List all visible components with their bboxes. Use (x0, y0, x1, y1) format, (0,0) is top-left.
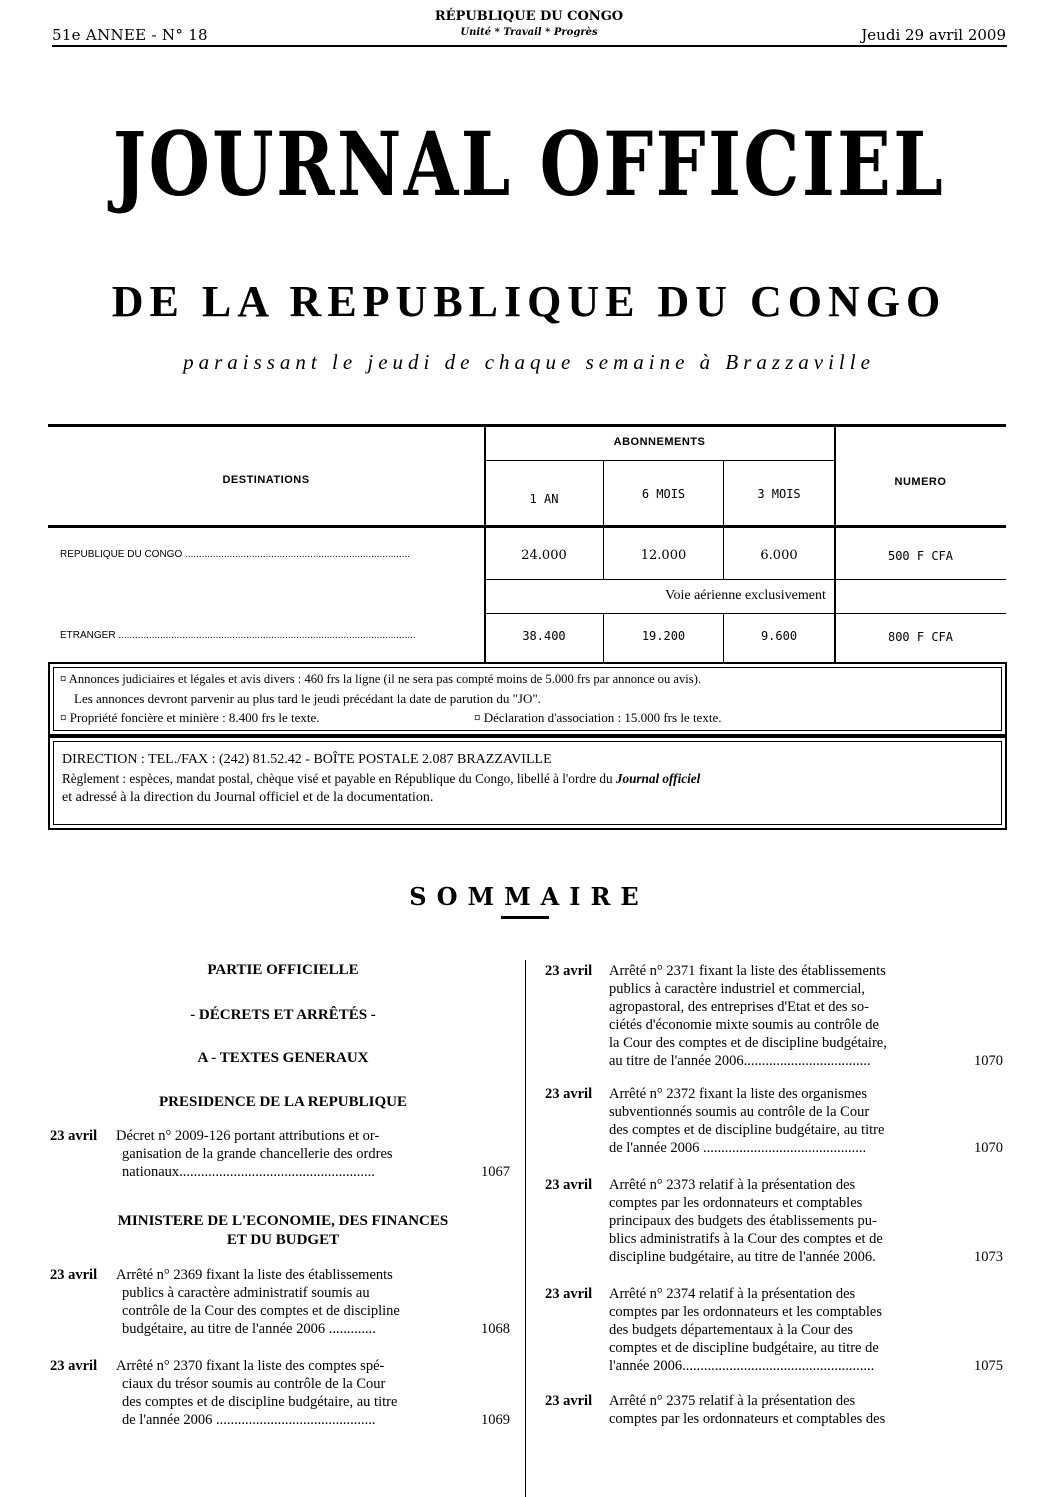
row-congo-1an: 24.000 (521, 548, 567, 563)
entry-line: Décret n° 2009-126 portant attributions et or- (116, 1128, 380, 1144)
notice-annonces: ¤ Annonces judiciaires et légales et avis divers : 460 frs la ligne (il ne sera pas compté moins de 5.000 frs par annonce ou avis). (60, 672, 702, 686)
masthead-subtitle: DE LA REPUBLIQUE DU CONGO (111, 277, 947, 326)
entry-date: 23 avril (545, 1177, 593, 1193)
entry-line: Arrêté n° 2370 fixant la liste des comptes spé- (116, 1358, 385, 1374)
entry-arrete-2375 (545, 1392, 1005, 1428)
direction-box (48, 736, 1007, 830)
entry-line: Arrêté n° 2373 relatif à la présentation des (609, 1177, 856, 1193)
entry-line: Arrêté n° 2371 fixant la liste des établissements (609, 963, 886, 979)
entry-page: 1068 (481, 1321, 510, 1337)
notices-box (48, 662, 1007, 736)
section-textes-generaux: A - TEXTES GENERAUX (197, 1050, 369, 1066)
entry-line: des comptes et de discipline budgétaire, au titre (122, 1394, 398, 1410)
masthead-title: JOURNAL OFFICIEL (112, 112, 946, 216)
masthead-tagline: paraissant le jeudi de chaque semaine à Brazzaville (183, 350, 875, 374)
issue-date: Jeudi 29 avril 2009 (861, 26, 1006, 44)
ministere-line1: MINISTERE DE L'ECONOMIE, DES FINANCES (117, 1213, 449, 1229)
notice-association: ¤ Déclaration d'association : 15.000 frs le texte. (474, 710, 722, 725)
reglement-journal: Journal officiel (615, 771, 701, 786)
entry-line: blics administratifs à la Cour des comptes et de (609, 1231, 883, 1247)
direction-reglement (62, 771, 700, 787)
sommaire-rule (501, 916, 549, 919)
entry-line: Arrêté n° 2372 fixant la liste des organismes (609, 1086, 868, 1102)
reglement-text: Règlement : espèces, mandat postal, chèque visé et payable en République du Congo, libellé à l'ordre du (62, 771, 616, 786)
sommaire-title: SOMMAIRE (409, 882, 649, 911)
entry-line: principaux des budgets des établissements pu- (609, 1213, 877, 1229)
col-numero: NUMERO (894, 476, 947, 488)
col-3mois: 3 MOIS (757, 487, 801, 501)
row-etranger-3mois: 9.600 (760, 629, 798, 643)
entry-date: 23 avril (50, 1128, 98, 1144)
row-congo-numero: 500 F CFA (887, 549, 954, 563)
col-destinations: DESTINATIONS (222, 474, 310, 486)
entry-line: ciétés d'économie mixte soumis au contrôle de (609, 1017, 879, 1033)
entry-line: subventionnés soumis au contrôle de la Cour (609, 1104, 870, 1120)
entry-line: publics à caractère industriel et commercial, (609, 981, 866, 997)
entry-arrete-2370 (50, 1357, 510, 1429)
section-ministere-economie (48, 1212, 518, 1250)
col-abonnements: ABONNEMENTS (613, 436, 706, 448)
section-decrets: - DÉCRETS ET ARRÊTÉS - (190, 1007, 376, 1023)
entry-line: Arrêté n° 2369 fixant la liste des établissements (116, 1267, 393, 1283)
entry-date: 23 avril (545, 963, 593, 979)
entry-line: budgétaire, au titre de l'année 2006 ............. (122, 1321, 376, 1337)
entry-date: 23 avril (545, 1393, 593, 1409)
entry-line: de l'année 2006 ............................................. (609, 1140, 867, 1156)
entry-line: Arrêté n° 2375 relatif à la présentation des (609, 1393, 856, 1409)
entry-date: 23 avril (545, 1086, 593, 1102)
direction-contact: DIRECTION : TEL./FAX : (242) 81.52.42 - BOÎTE POSTALE 2.087 BRAZZAVILLE (62, 752, 552, 767)
entry-line: contrôle de la Cour des comptes et de discipline (122, 1303, 400, 1319)
entry-arrete-2369 (50, 1266, 510, 1338)
entry-line: nationaux...................................................... (122, 1164, 375, 1180)
entry-line: publics à caractère administratif soumis au (122, 1285, 370, 1301)
entry-line: des comptes et de discipline budgétaire, au titre (609, 1122, 885, 1138)
entry-line: discipline budgétaire, au titre de l'année 2006. (609, 1249, 876, 1265)
entry-page: 1067 (481, 1164, 510, 1180)
row-congo-6mois: 12.000 (640, 548, 687, 563)
notice-deadline: Les annonces devront parvenir au plus tard le jeudi précédant la date de parution du "JO". (74, 691, 541, 706)
column-divider (525, 960, 526, 1497)
subscription-table (48, 424, 1006, 664)
entry-arrete-2372 (545, 1085, 1005, 1157)
entry-line: l'année 2006..................................................... (609, 1358, 875, 1374)
entry-page: 1075 (974, 1358, 1003, 1374)
entry-decret-2009-126 (50, 1127, 510, 1181)
republic-motto: Unité * Travail * Progrès (460, 27, 598, 38)
row-etranger-6mois: 19.200 (641, 629, 686, 643)
entry-line: ciaux du trésor soumis au contrôle de la Cour (122, 1376, 386, 1392)
row-etranger-numero: 800 F CFA (887, 630, 954, 644)
entry-line: de l'année 2006 ............................................ (122, 1412, 376, 1428)
entry-date: 23 avril (50, 1267, 98, 1283)
entry-line: comptes et de discipline budgétaire, au titre de (609, 1340, 879, 1356)
notice-propriete: ¤ Propriété foncière et minière : 8.400 frs le texte. (60, 710, 320, 725)
entry-date: 23 avril (545, 1286, 593, 1302)
entry-page: 1070 (974, 1053, 1003, 1069)
section-partie-officielle: PARTIE OFFICIELLE (207, 962, 359, 978)
entry-line: au titre de l'année 2006................................... (609, 1053, 871, 1069)
col-1an: 1 AN (529, 492, 559, 506)
row-congo-label: REPUBLIQUE DU CONGO ................................................................................. (60, 549, 411, 560)
top-divider (52, 45, 1007, 47)
row-etranger-1an: 38.400 (522, 629, 566, 643)
entry-line: Arrêté n° 2374 relatif à la présentation des (609, 1286, 856, 1302)
republic-name: RÉPUBLIQUE DU CONGO (434, 9, 624, 24)
entry-arrete-2371 (545, 962, 1005, 1070)
entry-line: agropastoral, des entreprises d'Etat et des so- (609, 999, 869, 1015)
entry-arrete-2374 (545, 1285, 1005, 1375)
col-6mois: 6 MOIS (641, 487, 686, 501)
row-congo-3mois: 6.000 (760, 548, 798, 563)
entry-line: comptes par les ordonnateurs et comptables (609, 1195, 863, 1211)
entry-line: comptes par les ordonnateurs et les comptables (609, 1304, 883, 1320)
entry-line: des budgets départementaux à la Cour des (609, 1322, 854, 1338)
entry-page: 1073 (974, 1249, 1003, 1265)
entry-line: comptes par les ordonnateurs et comptables des (609, 1411, 886, 1427)
row-etranger-label: ETRANGER ........................................................................................................... (60, 630, 416, 641)
entry-date: 23 avril (50, 1358, 98, 1374)
entry-line: ganisation de la grande chancellerie des ordres (122, 1146, 393, 1162)
section-presidence: PRESIDENCE DE LA REPUBLIQUE (159, 1094, 407, 1110)
air-note: Voie aérienne exclusivement (665, 588, 826, 603)
entry-page: 1070 (974, 1140, 1003, 1156)
entry-page: 1069 (481, 1412, 510, 1428)
issue-number: 51e ANNEE - N° 18 (52, 26, 208, 44)
ministere-line2: ET DU BUDGET (226, 1232, 340, 1248)
entry-line: la Cour des comptes et de discipline budgétaire, (609, 1035, 887, 1051)
entry-arrete-2373 (545, 1176, 1005, 1266)
direction-adresse: et adressé à la direction du Journal officiel et de la documentation. (62, 790, 434, 805)
